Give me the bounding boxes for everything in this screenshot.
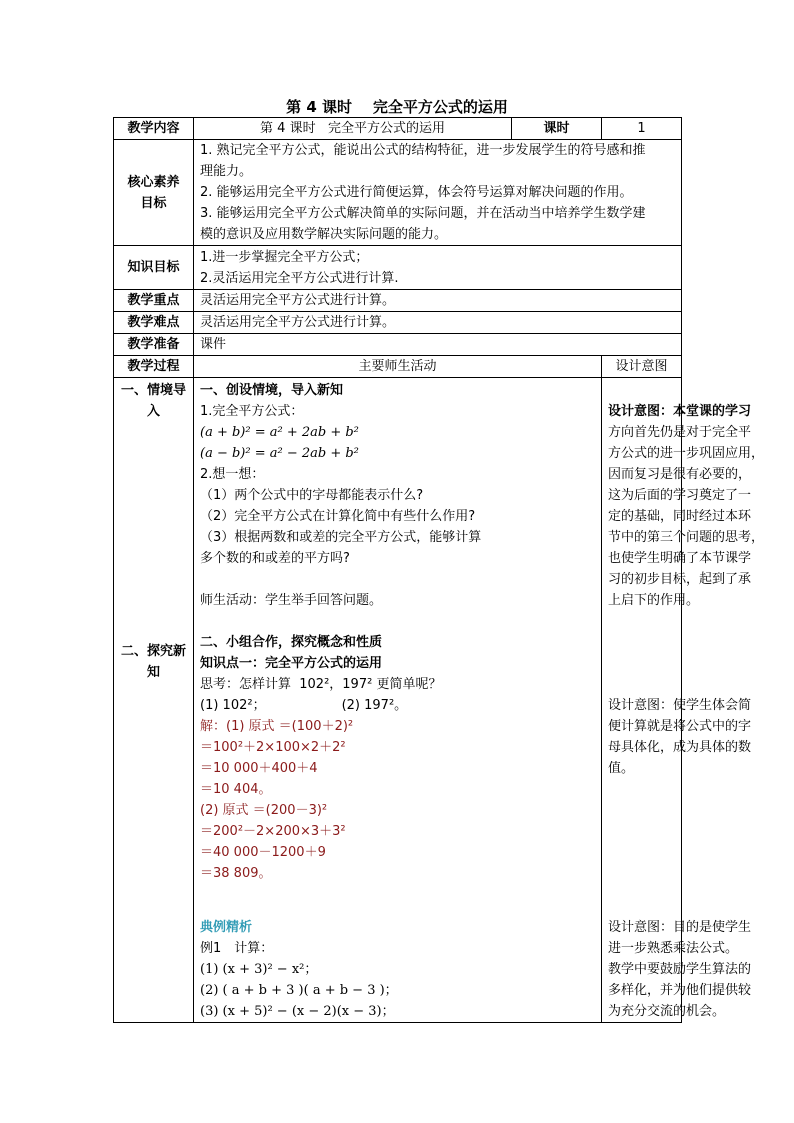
design-line: 这为后面的学习奠定了一 [608,488,752,503]
design-line: 方公式的进一步巩固应用， [608,446,765,461]
stage2-line: 知 [146,665,160,680]
solution-line: ＝100²＋2×100×2＋2² [200,740,346,755]
core-row [114,140,682,246]
solution-line: ＝10 404。 [200,782,272,797]
example-item: (3) (x + 5)² − (x − 2)(x − 3)； [200,1004,395,1019]
content-label: 教学内容 [114,118,194,140]
stage-column [114,378,194,1023]
knowledge-line: 1.进一步掌握完全平方公式； [200,249,369,265]
knowledge-point-heading: 知识点一：完全平方公式的运用 [200,656,383,671]
design-line: 值。 [608,761,635,776]
core-line: 模的意识及应用数学解决实际问题的能力。 [200,227,448,242]
stage2-line: 二、探究新 [120,644,186,659]
design-line: 教学中要鼓励学生算法的 [608,962,752,977]
prep-value: 课件 [194,334,682,356]
question: （2）完全平方公式在计算化简中有些什么作用? [200,509,476,524]
teacher-activity: 师生活动：学生举手回答问题。 [200,593,383,608]
question: （3）根据两数和或差的完全平方公式，能够计算 [200,530,482,545]
question: 多个数的和或差的平方吗? [200,551,350,566]
example-title: 例1 计算： [200,941,274,956]
core-line: 2. 能够运用完全平方公式进行简便运算，体会符号运算对解决问题的作用。 [200,185,633,200]
formula-diff: (a − b)² = a² − 2ab + b² [200,446,359,461]
activity-header: 主要师生活动 [194,356,602,378]
question: （1）两个公式中的字母都能表示什么? [200,488,424,503]
solution-line: ＝10 000＋400＋4 [200,761,318,776]
section2-heading: 二、小组合作，探究概念和性质 [200,635,383,650]
design-line: 上启下的作用。 [608,593,700,608]
activity-column [194,378,602,1023]
design-line: 进一步熟悉乘法公式。 [608,941,739,956]
parts-line: (1) 102²； (2) 197²。 [200,698,408,713]
solution-line: 解：(1) 原式 ＝(100＋2)² [200,719,354,734]
title-lesson: 第 4 课时 [286,98,352,116]
period-label: 课时 [512,118,602,140]
example-item: (1) (x + 3)² − x²； [200,962,318,977]
example-item: (2) ( a + b + 3 )( a + b − 3 )； [200,983,398,998]
process-row [114,378,682,1023]
knowledge-goals [194,246,682,290]
design-line: 便计算就是将公式中的字 [608,719,752,734]
design-line: 方向首先仍是对于完全平 [608,425,752,440]
stage1-line: 入 [146,404,160,419]
design-line: 节中的第三个问题的思考， [608,530,765,545]
section1-item: 2.想一想： [200,467,265,482]
process-header-row [114,356,682,378]
solution-line: (2) 原式 ＝(200－3)² [200,803,328,818]
design-line: 设计意图：使学生体会简 [608,698,752,713]
key-point-row [114,290,682,312]
prep-row [114,334,682,356]
design-line: 为充分交流的机会。 [608,1004,726,1019]
design-line: 母具体化，成为具体的数 [608,740,752,755]
solution-line: ＝200²－2×200×3＋3² [200,824,346,839]
design-line: 习的初步目标，起到了承 [608,572,752,587]
difficulty-value: 灵活运用完全平方公式进行计算。 [194,312,682,334]
design-line: 因而复习是很有必要的， [608,467,752,482]
knowledge-row [114,246,682,290]
knowledge-line: 2.灵活运用完全平方公式进行计算. [200,270,399,286]
example-heading: 典例精析 [200,920,253,935]
lesson-plan-table [113,117,765,1023]
content-row [114,118,682,140]
section1-heading: 一、创设情境，导入新知 [200,383,344,398]
design-column [602,378,765,1023]
difficulty-label: 教学难点 [114,312,194,334]
design-line: 设计意图：本堂课的学习 [608,404,752,419]
section1-item: 1.完全平方公式： [200,404,304,419]
knowledge-label: 知识目标 [114,246,194,290]
stage1-line: 一、情境导 [120,383,186,398]
core-label: 核心素养 目标 [114,140,194,246]
prep-label: 教学准备 [114,334,194,356]
design-header: 设计意图 [602,356,682,378]
key-point-label: 教学重点 [114,290,194,312]
content-value: 第 4 课时 完全平方公式的运用 [194,118,512,140]
difficulty-row [114,312,682,334]
core-line: 1. 熟记完全平方公式，能说出公式的结构特征，进一步发展学生的符号感和推 [200,143,646,158]
solution-line: ＝40 000－1200＋9 [200,845,326,860]
document-title [0,96,794,117]
process-label: 教学过程 [114,356,194,378]
solution-line: ＝38 809。 [200,866,272,881]
key-point-value: 灵活运用完全平方公式进行计算。 [194,290,682,312]
title-topic: 完全平方公式的运用 [372,98,508,116]
design-line: 定的基础，同时经过本环 [608,509,752,524]
core-goals [194,140,682,246]
core-line: 理能力。 [200,164,253,179]
think-question: 思考：怎样计算 102²，197² 更简单呢？ [200,677,442,692]
core-line: 3. 能够运用完全平方公式解决简单的实际问题，并在活动当中培养学生数学建 [200,206,646,221]
design-line: 多样化，并为他们提供较 [608,983,752,998]
formula-sum: (a + b)² = a² + 2ab + b² [200,425,359,440]
period-value: 1 [602,118,682,140]
design-line: 也使学生明确了本节课学 [608,551,752,566]
design-line: 设计意图：目的是使学生 [608,920,752,935]
